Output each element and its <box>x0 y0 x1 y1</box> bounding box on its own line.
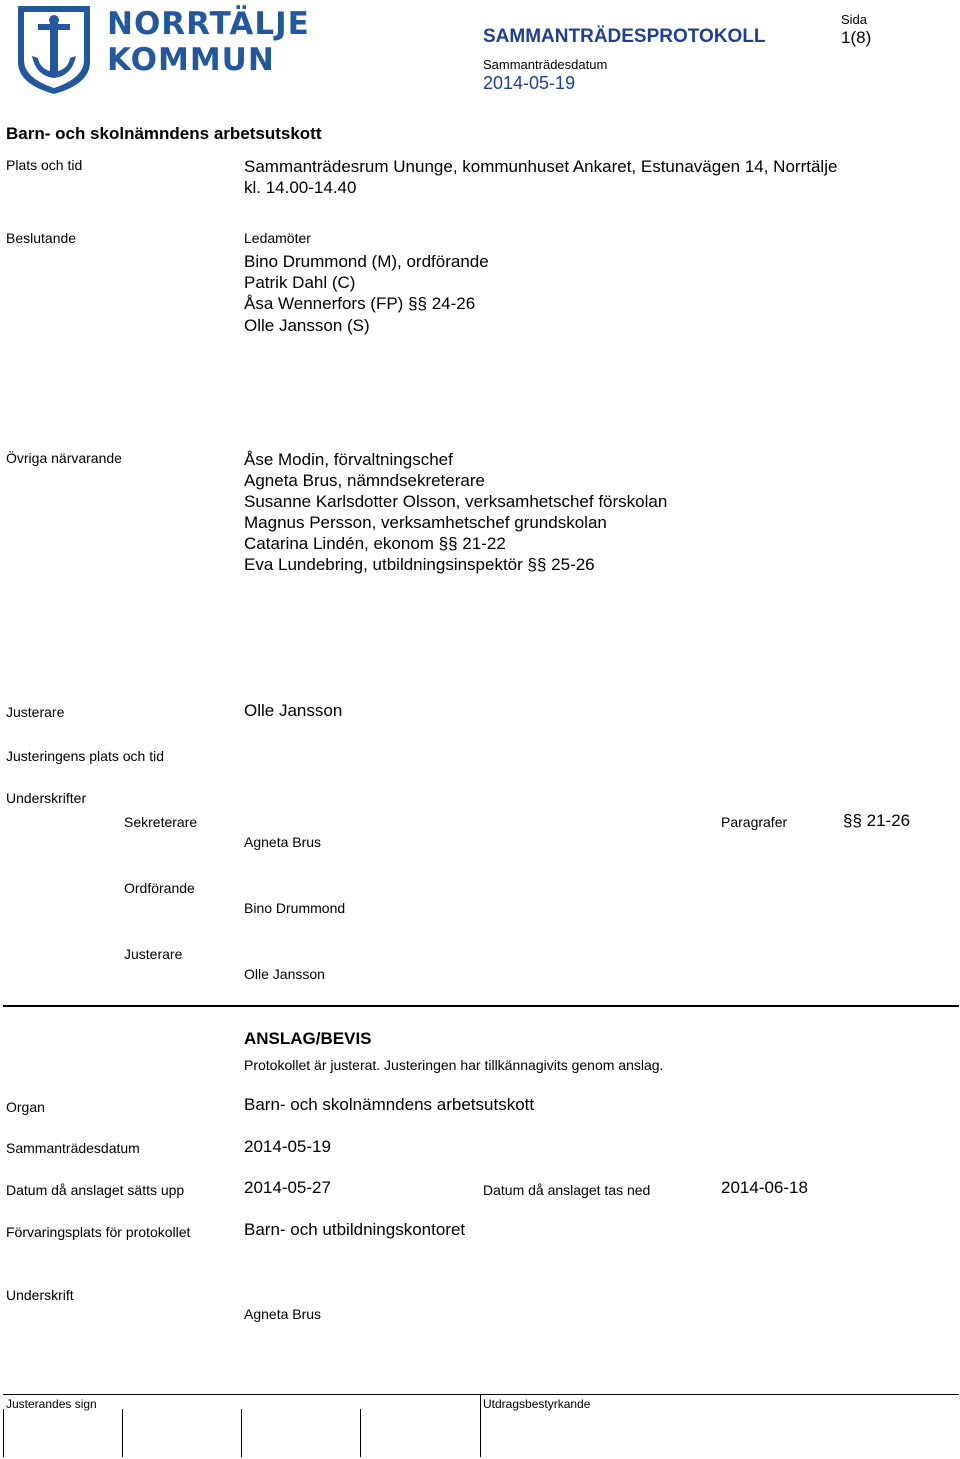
organ-value: Barn- och skolnämndens arbetsutskott <box>244 1095 535 1114</box>
anchor-crest-icon <box>14 4 94 96</box>
posted-value: 2014-05-27 <box>244 1178 331 1197</box>
notice-date-label: Sammanträdesdatum <box>6 1140 140 1156</box>
attendee-item: Magnus Persson, verksamhetschef grundskolan <box>244 513 607 532</box>
organ-label: Organ <box>6 1099 45 1115</box>
footer-box-divider <box>122 1409 123 1457</box>
storage-label: Förvaringsplats för protokollet <box>6 1224 191 1240</box>
footer-box-divider <box>241 1409 242 1457</box>
attendee-item: Agneta Brus, nämndsekreterare <box>244 471 485 490</box>
attendee-item: Åse Modin, förvaltningschef <box>244 450 453 469</box>
footer-top-line <box>3 1394 959 1395</box>
secretary-name: Agneta Brus <box>244 834 322 850</box>
place-label: Plats och tid <box>6 157 83 173</box>
attendee-item: Catarina Lindén, ekonom §§ 21-22 <box>244 534 506 553</box>
removed-label: Datum då anslaget tas ned <box>483 1182 651 1198</box>
footer-left-label: Justerandes sign <box>6 1397 97 1411</box>
header-date-label: Sammanträdesdatum <box>483 57 608 72</box>
adjuster-label: Justerare <box>6 704 65 720</box>
page-number: 1(8) <box>841 28 872 47</box>
adjust-place-label: Justeringens plats och tid <box>6 748 164 764</box>
notice-title: ANSLAG/BEVIS <box>244 1029 372 1048</box>
posted-label: Datum då anslaget sätts upp <box>6 1182 185 1198</box>
footer-box-divider <box>480 1394 481 1457</box>
paragraphs-value: §§ 21-26 <box>843 811 911 830</box>
members-subheading: Ledamöter <box>244 230 311 246</box>
notice-signature-name: Agneta Brus <box>244 1306 322 1322</box>
notice-date-value: 2014-05-19 <box>244 1137 331 1156</box>
member-item: Patrik Dahl (C) <box>244 273 356 292</box>
page-label: Sida <box>841 12 868 27</box>
removed-value: 2014-06-18 <box>721 1178 808 1197</box>
notice-signature-label: Underskrift <box>6 1287 74 1303</box>
section-divider <box>3 1005 959 1007</box>
deciding-label: Beslutande <box>6 230 77 246</box>
member-item: Bino Drummond (M), ordförande <box>244 252 489 271</box>
logo-line-2: KOMMUN <box>107 42 275 78</box>
chair-label: Ordförande <box>124 880 195 896</box>
member-item: Olle Jansson (S) <box>244 316 370 335</box>
others-label: Övriga närvarande <box>6 450 122 466</box>
secretary-label: Sekreterare <box>124 814 198 830</box>
municipality-logo <box>14 4 310 96</box>
doc-title: SAMMANTRÄDESPROTOKOLL <box>483 26 766 47</box>
sig-adjuster-label: Justerare <box>124 946 183 962</box>
logo-line-1: NORRTÄLJE <box>107 6 310 42</box>
committee-heading: Barn- och skolnämndens arbetsutskott <box>6 124 322 143</box>
signatures-label: Underskrifter <box>6 790 87 806</box>
member-item: Åsa Wennerfors (FP) §§ 24-26 <box>244 294 476 313</box>
notice-text: Protokollet är justerat. Justeringen har tillkännagivits genom anslag. <box>244 1057 664 1073</box>
place-line-2: kl. 14.00-14.40 <box>244 178 357 197</box>
storage-value: Barn- och utbildningskontoret <box>244 1220 466 1239</box>
sig-adjuster-name: Olle Jansson <box>244 966 325 982</box>
adjuster-value: Olle Jansson <box>244 701 343 720</box>
header-date-value: 2014-05-19 <box>483 73 576 93</box>
chair-name: Bino Drummond <box>244 900 346 916</box>
footer-box-divider <box>360 1409 361 1457</box>
place-line-1: Sammanträdesrum Ununge, kommunhuset Ankaret, Estunavägen 14, Norrtälje <box>244 157 838 176</box>
paragraphs-label: Paragrafer <box>721 814 788 830</box>
attendee-item: Susanne Karlsdotter Olsson, verksamhetschef förskolan <box>244 492 668 511</box>
footer-right-label: Utdragsbestyrkande <box>483 1397 591 1411</box>
attendee-item: Eva Lundebring, utbildningsinspektör §§ 25-26 <box>244 555 595 574</box>
footer-box-divider <box>3 1409 4 1457</box>
